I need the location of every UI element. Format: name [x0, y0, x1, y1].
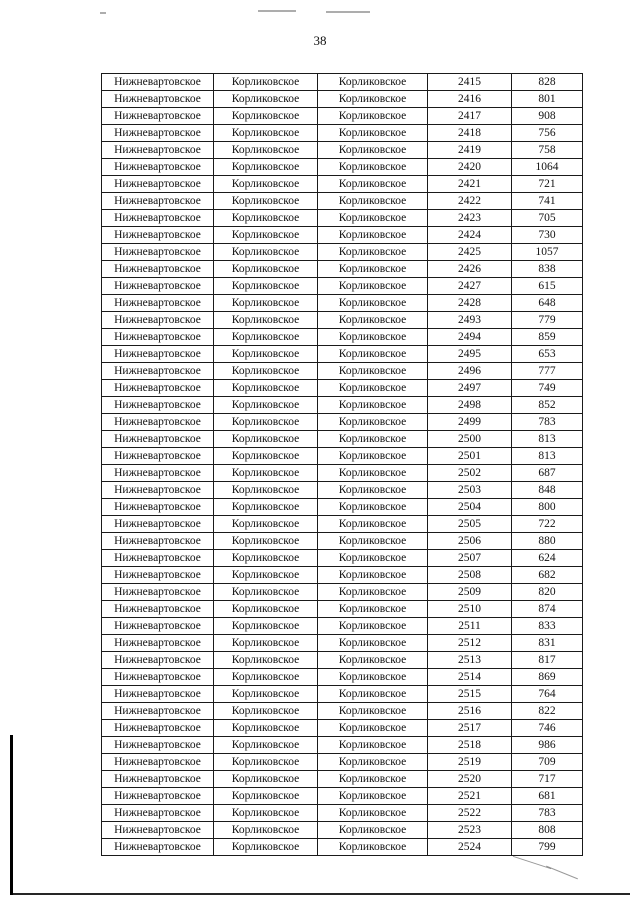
- cell-well-number: 2421: [428, 176, 512, 193]
- cell-license-area: Корликовское: [318, 618, 428, 635]
- cell-value: 705: [512, 210, 583, 227]
- scan-smudge: [258, 10, 296, 12]
- cell-well-number: 2417: [428, 108, 512, 125]
- table-row: [102, 278, 583, 295]
- cell-field: Корликовское: [214, 669, 318, 686]
- cell-well-number: 2493: [428, 312, 512, 329]
- cell-license-area: Корликовское: [318, 431, 428, 448]
- cell-value: 986: [512, 737, 583, 754]
- scan-edge-line: [10, 735, 13, 895]
- cell-license-area: Корликовское: [318, 108, 428, 125]
- cell-well-number: 2499: [428, 414, 512, 431]
- cell-field: Корликовское: [214, 227, 318, 244]
- cell-district: Нижневартовское: [102, 312, 214, 329]
- cell-well-number: 2521: [428, 788, 512, 805]
- cell-license-area: Корликовское: [318, 465, 428, 482]
- table-row: [102, 176, 583, 193]
- cell-value: 869: [512, 669, 583, 686]
- cell-field: Корликовское: [214, 584, 318, 601]
- cell-field: Корликовское: [214, 261, 318, 278]
- cell-district: Нижневартовское: [102, 652, 214, 669]
- cell-license-area: Корликовское: [318, 74, 428, 91]
- cell-district: Нижневартовское: [102, 210, 214, 227]
- cell-district: Нижневартовское: [102, 329, 214, 346]
- cell-license-area: Корликовское: [318, 363, 428, 380]
- cell-value: 756: [512, 125, 583, 142]
- data-table-body: [102, 74, 583, 856]
- cell-district: Нижневартовское: [102, 669, 214, 686]
- cell-field: Корликовское: [214, 754, 318, 771]
- cell-license-area: Корликовское: [318, 584, 428, 601]
- cell-field: Корликовское: [214, 142, 318, 159]
- cell-well-number: 2498: [428, 397, 512, 414]
- cell-field: Корликовское: [214, 601, 318, 618]
- cell-license-area: Корликовское: [318, 397, 428, 414]
- cell-well-number: 2503: [428, 482, 512, 499]
- cell-well-number: 2507: [428, 550, 512, 567]
- cell-field: Корликовское: [214, 193, 318, 210]
- table-row: [102, 346, 583, 363]
- cell-value: 880: [512, 533, 583, 550]
- cell-license-area: Корликовское: [318, 448, 428, 465]
- cell-well-number: 2523: [428, 822, 512, 839]
- cell-district: Нижневартовское: [102, 482, 214, 499]
- cell-field: Корликовское: [214, 499, 318, 516]
- cell-well-number: 2502: [428, 465, 512, 482]
- table-row: [102, 210, 583, 227]
- cell-value: 779: [512, 312, 583, 329]
- cell-field: Корликовское: [214, 567, 318, 584]
- cell-value: 799: [512, 839, 583, 856]
- cell-well-number: 2425: [428, 244, 512, 261]
- cell-well-number: 2494: [428, 329, 512, 346]
- cell-value: 833: [512, 618, 583, 635]
- cell-license-area: Корликовское: [318, 91, 428, 108]
- cell-district: Нижневартовское: [102, 261, 214, 278]
- table-row: [102, 482, 583, 499]
- table-row: [102, 839, 583, 856]
- cell-license-area: Корликовское: [318, 737, 428, 754]
- scan-smudge: [326, 11, 370, 13]
- cell-field: Корликовское: [214, 431, 318, 448]
- cell-field: Корликовское: [214, 618, 318, 635]
- cell-field: Корликовское: [214, 397, 318, 414]
- cell-well-number: 2512: [428, 635, 512, 652]
- cell-license-area: Корликовское: [318, 142, 428, 159]
- cell-well-number: 2514: [428, 669, 512, 686]
- cell-well-number: 2424: [428, 227, 512, 244]
- cell-district: Нижневартовское: [102, 720, 214, 737]
- cell-license-area: Корликовское: [318, 380, 428, 397]
- cell-value: 717: [512, 771, 583, 788]
- cell-well-number: 2511: [428, 618, 512, 635]
- table-row: [102, 380, 583, 397]
- table-row: [102, 822, 583, 839]
- cell-license-area: Корликовское: [318, 635, 428, 652]
- cell-value: 1064: [512, 159, 583, 176]
- cell-field: Корликовское: [214, 805, 318, 822]
- cell-field: Корликовское: [214, 516, 318, 533]
- cell-well-number: 2428: [428, 295, 512, 312]
- cell-value: 828: [512, 74, 583, 91]
- cell-field: Корликовское: [214, 329, 318, 346]
- cell-well-number: 2524: [428, 839, 512, 856]
- cell-field: Корликовское: [214, 108, 318, 125]
- cell-district: Нижневартовское: [102, 125, 214, 142]
- cell-value: 783: [512, 805, 583, 822]
- cell-well-number: 2415: [428, 74, 512, 91]
- cell-field: Корликовское: [214, 414, 318, 431]
- cell-license-area: Корликовское: [318, 244, 428, 261]
- cell-license-area: Корликовское: [318, 754, 428, 771]
- cell-license-area: Корликовское: [318, 159, 428, 176]
- cell-value: 831: [512, 635, 583, 652]
- cell-value: 1057: [512, 244, 583, 261]
- cell-district: Нижневартовское: [102, 414, 214, 431]
- table-row: [102, 448, 583, 465]
- table-row: [102, 652, 583, 669]
- cell-well-number: 2497: [428, 380, 512, 397]
- cell-district: Нижневартовское: [102, 193, 214, 210]
- cell-value: 721: [512, 176, 583, 193]
- cell-field: Корликовское: [214, 125, 318, 142]
- cell-district: Нижневартовское: [102, 567, 214, 584]
- cell-field: Корликовское: [214, 295, 318, 312]
- table-row: [102, 108, 583, 125]
- data-table: [101, 73, 583, 856]
- table-row: [102, 414, 583, 431]
- scan-edge-line: [10, 893, 630, 895]
- cell-license-area: Корликовское: [318, 652, 428, 669]
- cell-field: Корликовское: [214, 703, 318, 720]
- table-row: [102, 74, 583, 91]
- table-row: [102, 499, 583, 516]
- cell-district: Нижневартовское: [102, 295, 214, 312]
- cell-license-area: Корликовское: [318, 567, 428, 584]
- table-row: [102, 669, 583, 686]
- cell-district: Нижневартовское: [102, 108, 214, 125]
- cell-field: Корликовское: [214, 244, 318, 261]
- cell-district: Нижневартовское: [102, 278, 214, 295]
- cell-value: 682: [512, 567, 583, 584]
- cell-district: Нижневартовское: [102, 822, 214, 839]
- cell-district: Нижневартовское: [102, 244, 214, 261]
- cell-well-number: 2504: [428, 499, 512, 516]
- cell-value: 624: [512, 550, 583, 567]
- cell-field: Корликовское: [214, 91, 318, 108]
- cell-value: 859: [512, 329, 583, 346]
- table-row: [102, 618, 583, 635]
- cell-district: Нижневартовское: [102, 397, 214, 414]
- table-row: [102, 720, 583, 737]
- cell-field: Корликовское: [214, 380, 318, 397]
- table-row: [102, 635, 583, 652]
- cell-value: 852: [512, 397, 583, 414]
- cell-license-area: Корликовское: [318, 805, 428, 822]
- cell-field: Корликовское: [214, 720, 318, 737]
- cell-license-area: Корликовское: [318, 346, 428, 363]
- cell-field: Корликовское: [214, 210, 318, 227]
- table-row: [102, 703, 583, 720]
- cell-value: 687: [512, 465, 583, 482]
- table-row: [102, 295, 583, 312]
- table-row: [102, 329, 583, 346]
- cell-district: Нижневартовское: [102, 74, 214, 91]
- cell-district: Нижневартовское: [102, 737, 214, 754]
- table-row: [102, 261, 583, 278]
- cell-license-area: Корликовское: [318, 261, 428, 278]
- cell-license-area: Корликовское: [318, 822, 428, 839]
- cell-well-number: 2500: [428, 431, 512, 448]
- cell-field: Корликовское: [214, 822, 318, 839]
- table-row: [102, 397, 583, 414]
- cell-field: Корликовское: [214, 737, 318, 754]
- cell-well-number: 2419: [428, 142, 512, 159]
- cell-district: Нижневартовское: [102, 91, 214, 108]
- table-row: [102, 465, 583, 482]
- table-row: [102, 601, 583, 618]
- table-row: [102, 686, 583, 703]
- cell-district: Нижневартовское: [102, 142, 214, 159]
- cell-license-area: Корликовское: [318, 516, 428, 533]
- data-table-container: [101, 73, 582, 856]
- cell-license-area: Корликовское: [318, 193, 428, 210]
- cell-license-area: Корликовское: [318, 550, 428, 567]
- cell-district: Нижневартовское: [102, 176, 214, 193]
- cell-district: Нижневартовское: [102, 618, 214, 635]
- cell-district: Нижневартовское: [102, 159, 214, 176]
- cell-district: Нижневартовское: [102, 363, 214, 380]
- table-row: [102, 193, 583, 210]
- cell-district: Нижневартовское: [102, 754, 214, 771]
- table-row: [102, 142, 583, 159]
- cell-value: 709: [512, 754, 583, 771]
- cell-license-area: Корликовское: [318, 703, 428, 720]
- cell-value: 749: [512, 380, 583, 397]
- cell-well-number: 2520: [428, 771, 512, 788]
- cell-value: 730: [512, 227, 583, 244]
- cell-field: Корликовское: [214, 788, 318, 805]
- cell-well-number: 2426: [428, 261, 512, 278]
- cell-field: Корликовское: [214, 448, 318, 465]
- scan-smudge: [100, 12, 106, 14]
- table-row: [102, 737, 583, 754]
- cell-value: 777: [512, 363, 583, 380]
- cell-field: Корликовское: [214, 346, 318, 363]
- cell-value: 681: [512, 788, 583, 805]
- cell-field: Корликовское: [214, 839, 318, 856]
- cell-field: Корликовское: [214, 533, 318, 550]
- cell-license-area: Корликовское: [318, 312, 428, 329]
- cell-district: Нижневартовское: [102, 805, 214, 822]
- cell-value: 874: [512, 601, 583, 618]
- cell-license-area: Корликовское: [318, 227, 428, 244]
- cell-value: 813: [512, 431, 583, 448]
- cell-field: Корликовское: [214, 771, 318, 788]
- cell-value: 764: [512, 686, 583, 703]
- cell-field: Корликовское: [214, 482, 318, 499]
- cell-value: 746: [512, 720, 583, 737]
- table-row: [102, 567, 583, 584]
- table-row: [102, 125, 583, 142]
- cell-district: Нижневартовское: [102, 499, 214, 516]
- table-row: [102, 771, 583, 788]
- cell-district: Нижневартовское: [102, 431, 214, 448]
- table-row: [102, 788, 583, 805]
- cell-license-area: Корликовское: [318, 771, 428, 788]
- cell-license-area: Корликовское: [318, 601, 428, 618]
- cell-well-number: 2420: [428, 159, 512, 176]
- cell-district: Нижневартовское: [102, 635, 214, 652]
- cell-district: Нижневартовское: [102, 380, 214, 397]
- cell-value: 908: [512, 108, 583, 125]
- table-row: [102, 363, 583, 380]
- cell-value: 817: [512, 652, 583, 669]
- cell-value: 783: [512, 414, 583, 431]
- table-row: [102, 91, 583, 108]
- cell-district: Нижневартовское: [102, 703, 214, 720]
- cell-well-number: 2422: [428, 193, 512, 210]
- cell-district: Нижневартовское: [102, 516, 214, 533]
- scan-scratch: [546, 866, 578, 880]
- cell-well-number: 2423: [428, 210, 512, 227]
- cell-field: Корликовское: [214, 363, 318, 380]
- cell-license-area: Корликовское: [318, 788, 428, 805]
- cell-license-area: Корликовское: [318, 533, 428, 550]
- cell-well-number: 2519: [428, 754, 512, 771]
- cell-field: Корликовское: [214, 635, 318, 652]
- cell-license-area: Корликовское: [318, 125, 428, 142]
- cell-district: Нижневартовское: [102, 533, 214, 550]
- cell-field: Корликовское: [214, 74, 318, 91]
- cell-license-area: Корликовское: [318, 839, 428, 856]
- cell-license-area: Корликовское: [318, 295, 428, 312]
- cell-value: 741: [512, 193, 583, 210]
- cell-value: 615: [512, 278, 583, 295]
- cell-well-number: 2418: [428, 125, 512, 142]
- cell-district: Нижневартовское: [102, 550, 214, 567]
- page-number: 38: [313, 33, 327, 48]
- cell-license-area: Корликовское: [318, 176, 428, 193]
- cell-field: Корликовское: [214, 176, 318, 193]
- table-row: [102, 805, 583, 822]
- table-row: [102, 312, 583, 329]
- cell-field: Корликовское: [214, 465, 318, 482]
- scan-scratch: [513, 856, 551, 869]
- cell-district: Нижневартовское: [102, 686, 214, 703]
- cell-field: Корликовское: [214, 312, 318, 329]
- table-row: [102, 754, 583, 771]
- cell-license-area: Корликовское: [318, 720, 428, 737]
- cell-license-area: Корликовское: [318, 329, 428, 346]
- cell-well-number: 2516: [428, 703, 512, 720]
- cell-field: Корликовское: [214, 278, 318, 295]
- cell-field: Корликовское: [214, 686, 318, 703]
- table-row: [102, 159, 583, 176]
- cell-field: Корликовское: [214, 159, 318, 176]
- cell-well-number: 2505: [428, 516, 512, 533]
- cell-license-area: Корликовское: [318, 669, 428, 686]
- cell-value: 838: [512, 261, 583, 278]
- cell-value: 813: [512, 448, 583, 465]
- cell-well-number: 2508: [428, 567, 512, 584]
- cell-value: 822: [512, 703, 583, 720]
- table-row: [102, 244, 583, 261]
- cell-license-area: Корликовское: [318, 210, 428, 227]
- cell-well-number: 2416: [428, 91, 512, 108]
- cell-district: Нижневартовское: [102, 839, 214, 856]
- cell-value: 848: [512, 482, 583, 499]
- cell-value: 758: [512, 142, 583, 159]
- cell-value: 801: [512, 91, 583, 108]
- table-row: [102, 431, 583, 448]
- cell-well-number: 2518: [428, 737, 512, 754]
- table-row: [102, 227, 583, 244]
- table-row: [102, 584, 583, 601]
- cell-license-area: Корликовское: [318, 686, 428, 703]
- table-row: [102, 550, 583, 567]
- cell-value: 653: [512, 346, 583, 363]
- cell-license-area: Корликовское: [318, 278, 428, 295]
- cell-license-area: Корликовское: [318, 414, 428, 431]
- cell-well-number: 2496: [428, 363, 512, 380]
- cell-district: Нижневартовское: [102, 771, 214, 788]
- table-row: [102, 533, 583, 550]
- cell-district: Нижневартовское: [102, 465, 214, 482]
- cell-value: 648: [512, 295, 583, 312]
- table-row: [102, 516, 583, 533]
- cell-well-number: 2510: [428, 601, 512, 618]
- cell-well-number: 2515: [428, 686, 512, 703]
- cell-license-area: Корликовское: [318, 499, 428, 516]
- cell-district: Нижневартовское: [102, 601, 214, 618]
- cell-district: Нижневартовское: [102, 448, 214, 465]
- cell-well-number: 2427: [428, 278, 512, 295]
- cell-well-number: 2509: [428, 584, 512, 601]
- cell-value: 820: [512, 584, 583, 601]
- cell-well-number: 2501: [428, 448, 512, 465]
- cell-value: 722: [512, 516, 583, 533]
- cell-district: Нижневартовское: [102, 584, 214, 601]
- cell-license-area: Корликовское: [318, 482, 428, 499]
- cell-well-number: 2522: [428, 805, 512, 822]
- cell-value: 800: [512, 499, 583, 516]
- cell-district: Нижневартовское: [102, 227, 214, 244]
- cell-well-number: 2513: [428, 652, 512, 669]
- cell-field: Корликовское: [214, 652, 318, 669]
- cell-well-number: 2517: [428, 720, 512, 737]
- cell-district: Нижневартовское: [102, 346, 214, 363]
- cell-well-number: 2495: [428, 346, 512, 363]
- cell-well-number: 2506: [428, 533, 512, 550]
- cell-district: Нижневартовское: [102, 788, 214, 805]
- cell-value: 808: [512, 822, 583, 839]
- cell-field: Корликовское: [214, 550, 318, 567]
